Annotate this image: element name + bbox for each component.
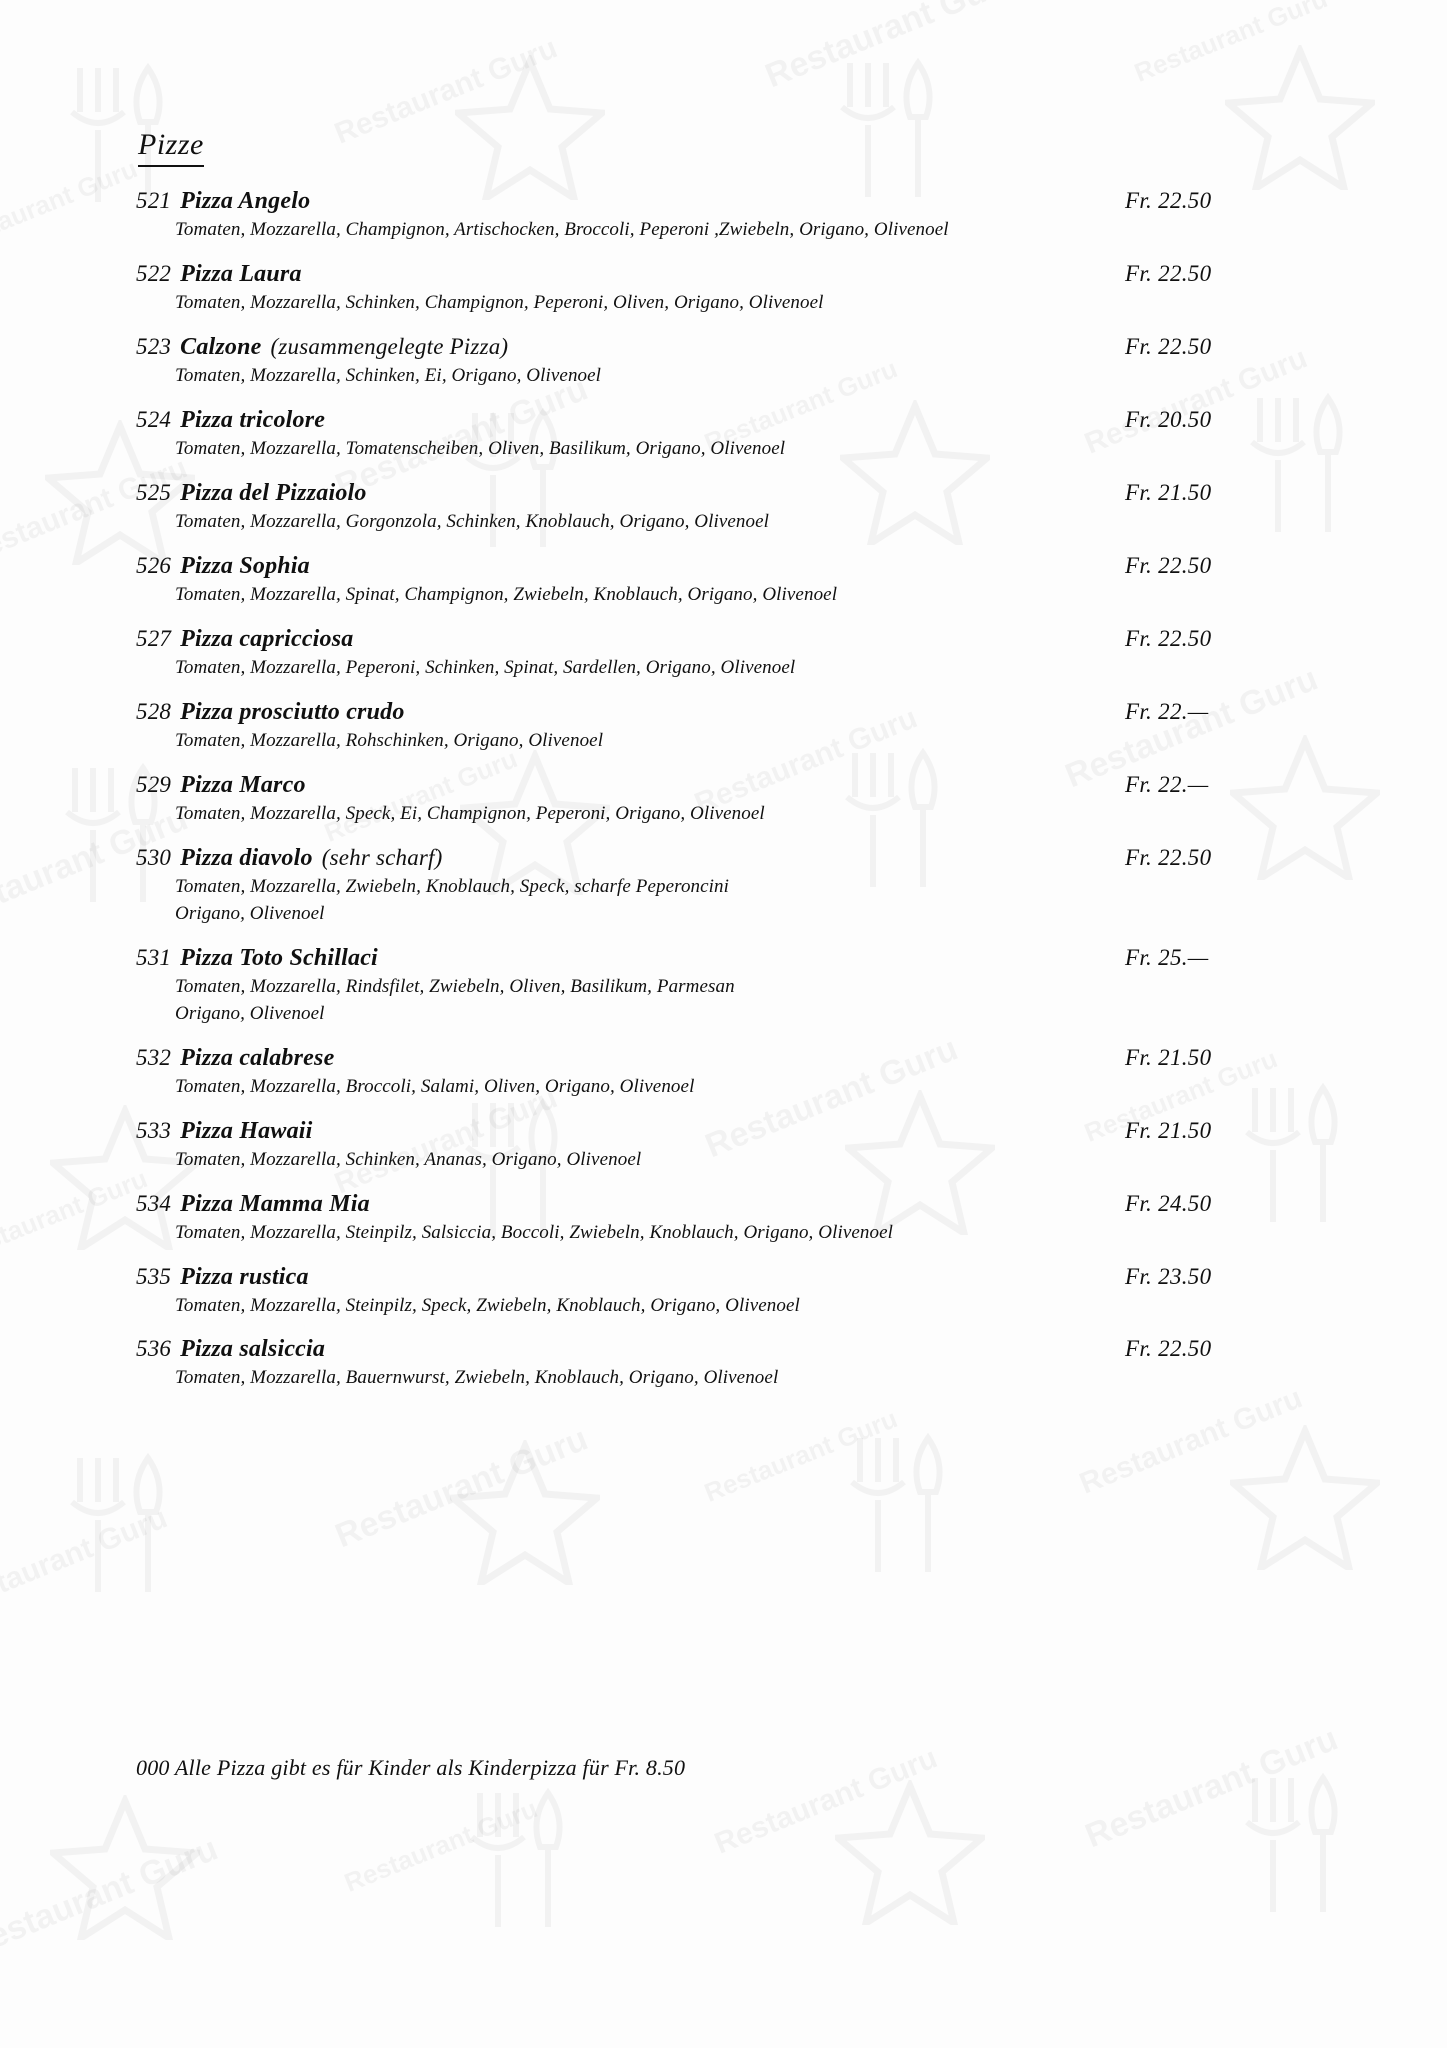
menu-item-price: Fr. 21.50 [1125, 479, 1212, 505]
menu-item-description-line: Origano, Olivenoel [175, 902, 325, 924]
menu-item-description-line: Tomaten, Mozzarella, Champignon, Artischocken, Broccoli, Peperoni ,Zwiebeln, Origano, Olivenoel [175, 219, 949, 240]
menu-item-price: Fr. 22.— [1125, 698, 1209, 724]
fork-knife-watermark-icon [460, 1785, 570, 1935]
menu-item-description [0, 974, 1447, 1028]
menu-item-price: Fr. 20.50 [1125, 406, 1212, 432]
menu-item-description [0, 1293, 1447, 1320]
menu-item-number: 530 [136, 844, 172, 870]
menu-item-number: 533 [136, 1117, 172, 1143]
menu-item-name: Pizza Laura [180, 260, 302, 287]
menu-item-price: Fr. 21.50 [1125, 1117, 1212, 1143]
menu-item [0, 699, 1447, 755]
star-watermark-icon [50, 1795, 200, 1940]
kids-pizza-note: 000 Alle Pizza gibt es für Kinder als Kinderpizza für Fr. 8.50 [136, 1755, 686, 1780]
menu-item-name: Pizza Hawaii [180, 1117, 313, 1144]
menu-item [0, 188, 1447, 244]
menu-item-title [136, 553, 310, 580]
menu-item-number: 523 [136, 333, 172, 359]
menu-item-number: 525 [136, 479, 172, 505]
menu-item-header [0, 553, 1447, 580]
menu-item-description [0, 801, 1447, 828]
menu-item-title [136, 1336, 325, 1363]
watermark-text [710, 1741, 942, 1861]
menu-item-price: Fr. 22.50 [1125, 844, 1212, 870]
menu-item-number: 528 [136, 698, 172, 724]
star-watermark-icon [835, 1780, 985, 1925]
menu-item-header [0, 1118, 1447, 1145]
menu-item-number: 521 [136, 188, 172, 213]
menu-item [0, 1191, 1447, 1247]
menu-item-description-line: Tomaten, Mozzarella, Zwiebeln, Knoblauch, Speck, scharfe Peperoncini [175, 875, 730, 897]
watermark-text [330, 31, 562, 151]
menu-item-title [136, 188, 310, 215]
menu-item-header [0, 480, 1447, 507]
menu-item-price: Fr. 22.50 [1125, 260, 1212, 286]
menu-item-price: Fr. 22.50 [1125, 333, 1212, 359]
menu-item-name: Pizza Mamma Mia [180, 1190, 370, 1217]
menu-item-price: Fr. 22.50 [1125, 188, 1212, 213]
menu-item [0, 626, 1447, 682]
menu-item-description-line: Tomaten, Mozzarella, Schinken, Ei, Origano, Olivenoel [175, 364, 602, 386]
menu-item-name: Pizza del Pizzaiolo [180, 479, 367, 506]
menu-item-name: Pizza Toto Schillaci [180, 944, 378, 971]
menu-item-number: 526 [136, 552, 172, 578]
menu-item-number: 529 [136, 771, 172, 797]
menu-item-title [136, 1118, 313, 1145]
menu-item-title [136, 1191, 370, 1218]
menu-item-name: Pizza rustica [180, 1263, 309, 1290]
menu-item [0, 845, 1447, 928]
menu-item-title [136, 845, 443, 872]
menu-item-title [136, 699, 405, 726]
menu-item-title [136, 772, 306, 799]
menu-item-price: Fr. 21.50 [1125, 1044, 1212, 1070]
watermark-text [340, 1793, 542, 1899]
menu-item-description-line: Tomaten, Mozzarella, Steinpilz, Salsiccia, Boccoli, Zwiebeln, Knoblauch, Origano, Olivenoel [175, 1221, 894, 1243]
menu-item-header [0, 1336, 1447, 1363]
menu-item-header [0, 1264, 1447, 1291]
watermark-text [700, 1403, 902, 1509]
fork-knife-watermark-icon [840, 1430, 950, 1580]
menu-item-title [136, 945, 378, 972]
menu-item-number: 536 [136, 1336, 172, 1362]
menu-item [0, 945, 1447, 1028]
menu-item [0, 1118, 1447, 1174]
menu-item-number: 534 [136, 1190, 172, 1216]
menu-item-description [0, 217, 1447, 244]
menu-item-description-line: Tomaten, Mozzarella, Spinat, Champignon, Zwiebeln, Knoblauch, Origano, Olivenoel [175, 583, 838, 605]
menu-item-header [0, 261, 1447, 288]
menu-item-name: Pizza diavolo [180, 844, 313, 871]
menu-item [0, 480, 1447, 536]
menu-item [0, 334, 1447, 390]
star-watermark-icon [450, 1440, 600, 1585]
menu-item-header [0, 772, 1447, 799]
menu-item-header [0, 945, 1447, 972]
menu-item-number: 532 [136, 1044, 172, 1070]
menu-item-title [136, 480, 367, 507]
menu-item [0, 1264, 1447, 1320]
menu-item-price: Fr. 22.50 [1125, 625, 1212, 651]
menu-item-description [0, 1220, 1447, 1247]
menu-item-description-line: Tomaten, Mozzarella, Speck, Ei, Champignon, Peperoni, Origano, Olivenoel [175, 802, 765, 824]
menu-item-header [0, 188, 1447, 215]
menu-item-price: Fr. 25.— [1125, 944, 1209, 970]
menu-item-description-line: Tomaten, Mozzarella, Gorgonzola, Schinken, Knoblauch, Origano, Olivenoel [175, 510, 770, 532]
menu-item-number: 527 [136, 625, 172, 651]
menu-item-description [0, 728, 1447, 755]
menu-item [0, 1336, 1447, 1392]
menu-item-name: Pizza tricolore [180, 406, 326, 433]
star-watermark-icon [1230, 1425, 1380, 1570]
star-watermark-icon [1225, 45, 1375, 190]
menu-item-title [136, 1045, 334, 1072]
menu-item-header [0, 407, 1447, 434]
menu-item-list [0, 188, 1447, 1409]
menu-item-description-line: Origano, Olivenoel [175, 1002, 325, 1024]
menu-item-header [0, 626, 1447, 653]
menu-item-description-line: Tomaten, Mozzarella, Bauernwurst, Zwiebeln, Knoblauch, Origano, Olivenoel [175, 1367, 779, 1389]
menu-item-description-line: Tomaten, Mozzarella, Rohschinken, Origano, Olivenoel [175, 729, 604, 751]
watermark-text [0, 1501, 172, 1621]
menu-item-description [0, 509, 1447, 536]
menu-item-name: Pizza capricciosa [180, 625, 354, 652]
watermark-text [330, 1420, 593, 1557]
menu-item-description [0, 1074, 1447, 1101]
menu-item-title [136, 407, 325, 434]
watermark-text [760, 0, 1023, 96]
fork-knife-watermark-icon [830, 55, 940, 205]
fork-knife-watermark-icon [60, 1450, 170, 1600]
watermark-text [1080, 1720, 1343, 1857]
menu-item-price: Fr. 24.50 [1125, 1190, 1212, 1216]
menu-item-description-line: Tomaten, Mozzarella, Peperoni, Schinken, Spinat, Sardellen, Origano, Olivenoel [175, 656, 796, 678]
menu-item-title [136, 261, 302, 288]
menu-item-description-line: Tomaten, Mozzarella, Tomatenscheiben, Oliven, Basilikum, Origano, Olivenoel [175, 437, 786, 459]
menu-item-name: Pizza Angelo [180, 188, 311, 214]
menu-item [0, 261, 1447, 317]
menu-item-header [0, 334, 1447, 361]
menu-item-description-line: Tomaten, Mozzarella, Rindsfilet, Zwiebeln, Oliven, Basilikum, Parmesan [175, 975, 735, 997]
menu-item-description-line: Tomaten, Mozzarella, Schinken, Champignon, Peperoni, Oliven, Origano, Olivenoel [175, 291, 824, 313]
menu-item-name: Pizza Marco [180, 771, 306, 798]
star-watermark-icon [455, 55, 605, 200]
menu-item-name: Pizza Sophia [180, 552, 310, 579]
menu-item-number: 531 [136, 944, 172, 970]
menu-item-description-line: Tomaten, Mozzarella, Broccoli, Salami, Oliven, Origano, Olivenoel [175, 1075, 695, 1097]
menu-item-description [0, 363, 1447, 390]
menu-item-description [0, 582, 1447, 609]
menu-item-description [0, 290, 1447, 317]
menu-item-description [0, 874, 1447, 928]
menu-item-description [0, 1147, 1447, 1174]
menu-item-description [0, 436, 1447, 463]
menu-item-title [136, 626, 354, 653]
menu-item-name: Calzone [180, 333, 262, 360]
watermark-text [0, 1830, 223, 1967]
menu-item-header [0, 1191, 1447, 1218]
menu-item-price: Fr. 22.50 [1125, 552, 1212, 578]
menu-item-price: Fr. 22.50 [1125, 1336, 1212, 1362]
menu-item-name: Pizza prosciutto crudo [180, 698, 405, 725]
menu-item-number: 524 [136, 406, 172, 432]
page-title: Pizze [138, 128, 204, 167]
menu-item [0, 772, 1447, 828]
menu-item-description [0, 655, 1447, 682]
menu-item-title [136, 334, 508, 361]
menu-item-description [0, 1365, 1447, 1392]
fork-knife-watermark-icon [1235, 1770, 1345, 1920]
menu-item-description-line: Tomaten, Mozzarella, Schinken, Ananas, Origano, Olivenoel [175, 1148, 642, 1170]
menu-item-number: 522 [136, 260, 172, 286]
menu-item-note: (zusammengelegte Pizza) [270, 333, 509, 359]
menu-item-price: Fr. 22.— [1125, 771, 1209, 797]
menu-item-name: Pizza calabrese [180, 1044, 335, 1071]
menu-item-description-line: Tomaten, Mozzarella, Steinpilz, Speck, Zwiebeln, Knoblauch, Origano, Olivenoel [175, 1294, 800, 1316]
menu-item [0, 553, 1447, 609]
menu-item-header [0, 699, 1447, 726]
menu-item-price: Fr. 23.50 [1125, 1263, 1212, 1289]
menu-item-header [0, 845, 1447, 872]
menu-item-title [136, 1264, 309, 1291]
menu-item [0, 1045, 1447, 1101]
menu-item [0, 407, 1447, 463]
menu-item-name: Pizza salsiccia [180, 1336, 326, 1363]
menu-item-note: (sehr scharf) [321, 844, 443, 870]
menu-item-number: 535 [136, 1263, 172, 1289]
watermark-text [1130, 0, 1332, 89]
menu-item-header [0, 1045, 1447, 1072]
